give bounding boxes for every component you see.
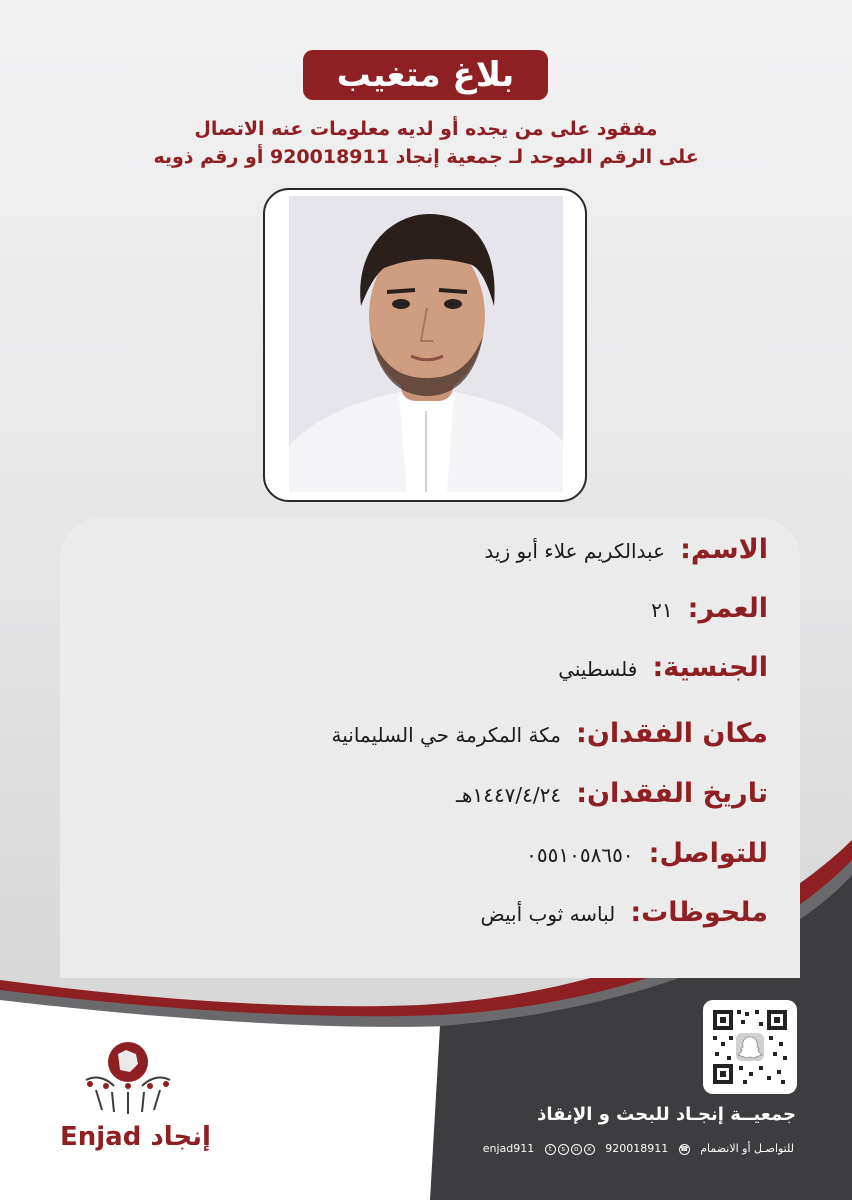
- enjad-logo-icon: [76, 1040, 196, 1130]
- notes-value: لباسه ثوب أبيض: [480, 902, 616, 926]
- detail-row-notes: [480, 897, 768, 937]
- person-portrait-illustration: [289, 196, 563, 492]
- contact-prefix: للتواصـل أو الانضمام: [700, 1142, 794, 1155]
- location-label: مكان الفقدان:: [576, 718, 768, 749]
- notes-label: ملحوظات:: [630, 897, 768, 928]
- age-value: ٢١: [651, 598, 673, 622]
- report-subtitle: [100, 115, 752, 171]
- phone-icon: ☎: [679, 1144, 689, 1153]
- date-label: تاريخ الفقدان:: [576, 778, 768, 809]
- subtitle-line-2: على الرقم الموحد لـ جمعية إنجاد 920018911 أو رقم ذويه: [153, 146, 699, 168]
- age-label: العمر:: [687, 593, 768, 624]
- contact-value: ٠٥٥١٠٥٨٦٥٠: [526, 843, 634, 867]
- detail-row-name: [484, 534, 768, 574]
- footer-phone: 920018911: [605, 1142, 669, 1155]
- subtitle-line-1: مفقود على من يجده أو لديه معلومات عنه الاتصال: [194, 118, 658, 140]
- footer-contact-line: [483, 1142, 794, 1155]
- photo-frame: [263, 188, 587, 502]
- detail-row-contact: [526, 838, 768, 878]
- detail-row-location: [332, 718, 769, 758]
- name-value: عبدالكريم علاء أبو زيد: [484, 539, 666, 563]
- name-label: الاسم:: [680, 534, 768, 565]
- tiktok-icon: t: [545, 1144, 556, 1155]
- report-title: بلاغ متغيب: [303, 50, 548, 100]
- nationality-value: فلسطيني: [558, 657, 638, 681]
- detail-row-nationality: [558, 652, 768, 692]
- social-icons: [544, 1142, 596, 1155]
- nationality-label: الجنسية:: [652, 652, 768, 683]
- detail-row-date: [456, 778, 768, 818]
- instagram-icon: o: [571, 1144, 582, 1155]
- person-photo: [289, 196, 563, 492]
- contact-label: للتواصل:: [648, 838, 768, 869]
- location-value: مكة المكرمة حي السليمانية: [331, 723, 561, 747]
- logo-text: Enjad إنجاد: [60, 1122, 211, 1152]
- snapchat-icon: s: [558, 1144, 569, 1155]
- organization-name: جمعيــة إنجـاد للبحث و الإنقاذ: [537, 1104, 796, 1125]
- x-icon: x: [584, 1144, 595, 1155]
- date-value: ١٤٤٧/٤/٢٤هـ: [456, 783, 562, 807]
- detail-row-age: [651, 593, 768, 633]
- footer-handle: enjad911: [482, 1142, 535, 1155]
- qr-code-icon: [703, 1000, 797, 1094]
- snapchat-qr-code[interactable]: [703, 1000, 797, 1094]
